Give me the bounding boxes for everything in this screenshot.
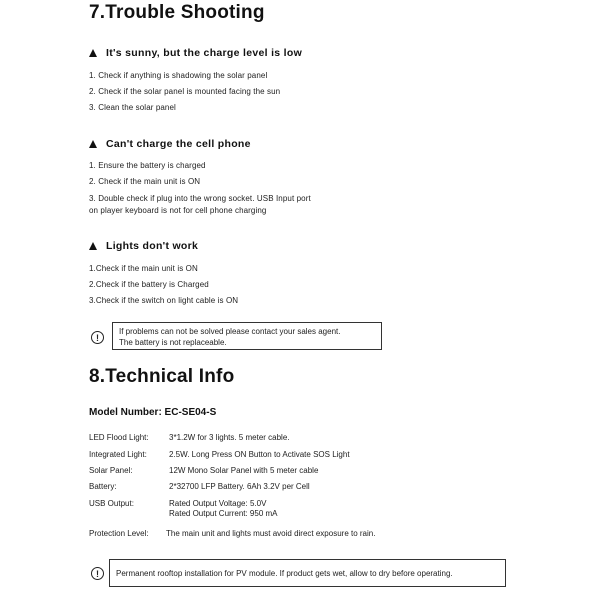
spec-label: LED Flood Light: [89,433,149,442]
list-item: 3. Double check if plug into the wrong socket. USB Input port [89,194,311,203]
triangle-bullet-icon [89,242,97,250]
exclamation-circle-icon: ! [91,567,104,580]
section-heading-cell-phone [89,138,251,150]
support-note-box [112,322,382,350]
spec-value: The main unit and lights must avoid direct exposure to rain. [166,529,376,538]
spec-label: Solar Panel: [89,466,133,475]
list-item: on player keyboard is not for cell phone charging [89,206,267,215]
spec-value: 12W Mono Solar Panel with 5 meter cable [169,466,319,475]
model-number: Model Number: EC-SE04-S [89,407,217,418]
technical-info-title: 8.Technical Info [89,366,235,387]
section-heading-lights [89,240,198,252]
spec-value: Rated Output Voltage: 5.0V [169,499,267,508]
exclamation-circle-icon: ! [91,331,104,344]
spec-value: 2.5W. Long Press ON Button to Activate SOS Light [169,450,350,459]
list-item: 3.Check if the switch on light cable is ON [89,296,239,305]
note-line: The battery is not replaceable. [119,338,227,347]
list-item: 2. Check if the main unit is ON [89,177,201,186]
spec-value: Rated Output Current: 950 mA [169,509,278,518]
section-heading-text: Can't charge the cell phone [106,138,251,150]
spec-value: 3*1.2W for 3 lights. 5 meter cable. [169,433,290,442]
section-heading-text: It's sunny, but the charge level is low [106,47,303,59]
note-line: If problems can not be solved please contact your sales agent. [119,327,341,336]
spec-label: Battery: [89,482,117,491]
list-item: 2.Check if the battery is Charged [89,280,209,289]
triangle-bullet-icon [89,140,97,148]
section-heading-text: Lights don't work [106,240,199,252]
list-item: 1. Ensure the battery is charged [89,161,206,170]
note-text: Permanent rooftop installation for PV module. If product gets wet, allow to dry before operating. [116,568,453,578]
list-item: 3. Clean the solar panel [89,103,176,112]
spec-label: USB Output: [89,499,134,508]
spec-label: Integrated Light: [89,450,147,459]
list-item: 2. Check if the solar panel is mounted facing the sun [89,87,281,96]
section-heading-low-charge [89,47,302,59]
triangle-bullet-icon [89,49,97,57]
spec-label: Protection Level: [89,529,149,538]
troubleshooting-title: 7.Trouble Shooting [89,2,265,23]
installation-note-box [109,559,506,587]
list-item: 1. Check if anything is shadowing the solar panel [89,71,268,80]
spec-value: 2*32700 LFP Battery. 6Ah 3.2V per Cell [169,482,310,491]
list-item: 1.Check if the main unit is ON [89,264,198,273]
